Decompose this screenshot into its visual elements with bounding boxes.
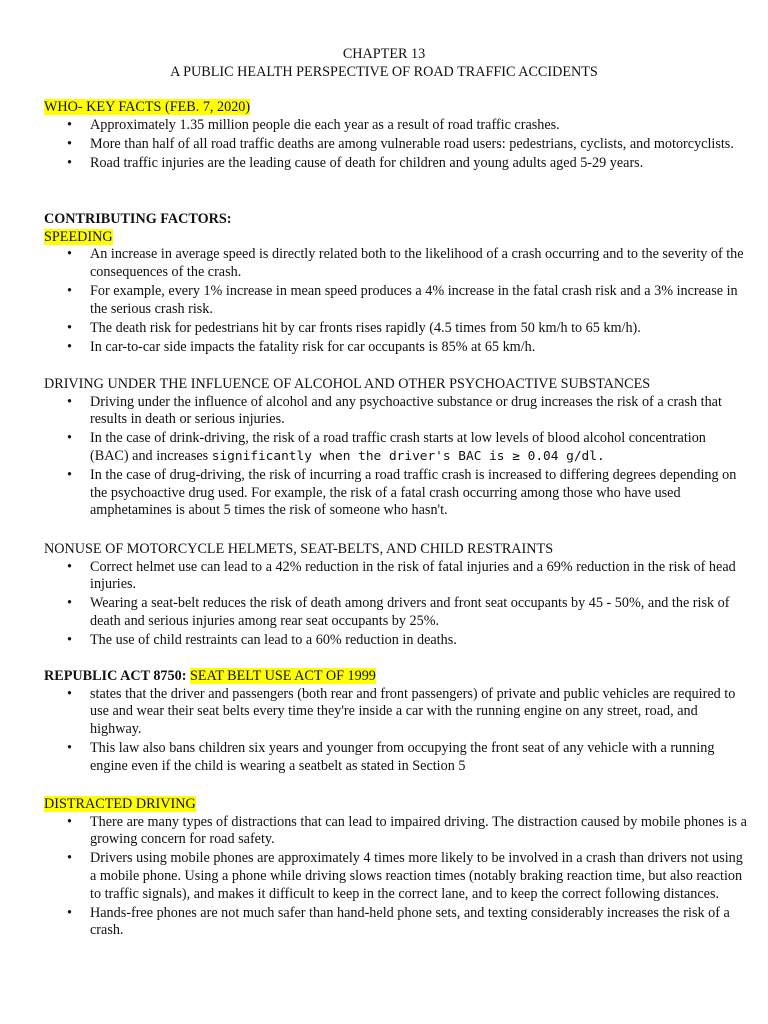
bullet-icon: •	[67, 595, 72, 612]
list-item: • This law also bans children six years and younger from occupying the front seat of any vehicle with a running engine even if the child is wearing a seatbelt as stated in Section 5	[67, 739, 715, 774]
who-key-facts-section	[44, 99, 734, 174]
speeding-list	[44, 246, 744, 356]
bullet-icon: •	[67, 154, 72, 171]
distracted-driving-section	[44, 796, 747, 942]
ra-heading: REPUBLIC ACT 8750:	[44, 668, 190, 684]
list-item: • In the case of drug-driving, the risk of incurring a road traffic crash is increased to differing degrees depending on the psychoactive drug used. For example, the risk of a fatal crash occurring among those who have used amphetamines is about 5 times the risk of someone who hasn't.	[67, 467, 737, 519]
bullet-icon: •	[67, 558, 72, 575]
helmets-heading: NONUSE OF MOTORCYCLE HELMETS, SEAT-BELTS, AND CHILD RESTRAINTS	[44, 541, 554, 557]
bullet-icon: •	[67, 319, 72, 336]
list-item: • Correct helmet use can lead to a 42% reduction in the risk of fatal injuries and a 69% reduction in the risk of head injuries.	[67, 558, 736, 593]
list-item: • The use of child restraints can lead to a 60% reduction in deaths.	[67, 632, 457, 649]
list-item: • Wearing a seat-belt reduces the risk of death among drivers and front seat occupants by 45 - 50%, and the risk of death and serious injuries among rear seat occupants by 25%.	[67, 595, 730, 629]
chapter-number: CHAPTER 13	[342, 46, 426, 62]
list-item: • Drivers using mobile phones are approximately 4 times more likely to be involved in a crash than drivers not using a mobile phone. Using a phone while driving slows reaction times (notably braking reaction time, but also reaction to traffic signals), and makes it difficult to keep in the correct lane, and to keep the correct following distances.	[67, 850, 743, 902]
list-item: • Road traffic injuries are the leading cause of death for children and young adults aged 5-29 years.	[67, 154, 644, 171]
list-item: • states that the driver and passengers (both rear and front passengers) of private and public vehicles are required to use and wear their seat belts every time they're inside a car with the running engine on any street, road, and highway.	[67, 685, 736, 737]
list-item: • More than half of all road traffic deaths are among vulnerable road users: pedestrians, cyclists, and motorcyclists.	[67, 135, 734, 152]
list-item: • The death risk for pedestrians hit by car fronts rises rapidly (4.5 times from 50 km/h to 65 km/h).	[67, 319, 641, 336]
bullet-icon: •	[67, 467, 72, 484]
bullet-icon: •	[67, 813, 72, 830]
list-item: • In the case of drink-driving, the risk of a road traffic crash starts at low levels of blood alcohol concentration (BAC) and increases significantly when the driver's BAC is ≥ 0.04 g/dl.	[67, 430, 706, 464]
who-list	[44, 116, 734, 173]
bullet-icon: •	[67, 246, 72, 263]
bullet-icon: •	[67, 904, 72, 921]
bullet-icon: •	[67, 632, 72, 649]
helmets-section	[44, 541, 736, 651]
contributing-factors-section	[44, 211, 744, 358]
list-item: • In car-to-car side impacts the fatality risk for car occupants is 85% at 65 km/h.	[67, 338, 536, 355]
who-heading: WHO- KEY FACTS (FEB. 7, 2020)	[44, 99, 251, 115]
list-item: • For example, every 1% increase in mean speed produces a 4% increase in the fatal crash risk and a 3% increase in the serious crash risk.	[67, 282, 738, 317]
bullet-icon: •	[67, 850, 72, 867]
alcohol-list	[44, 393, 737, 520]
alcohol-section	[44, 376, 737, 522]
list-item: • Hands-free phones are not much safer than hand-held phone sets, and texting considerably increases the risk of a crash.	[67, 904, 730, 939]
bullet-icon: •	[67, 685, 72, 702]
helmets-list	[44, 558, 736, 650]
distracted-list	[44, 813, 747, 940]
bullet-icon: •	[67, 430, 72, 447]
list-item: • An increase in average speed is directly related both to the likelihood of a crash occurring and to the severity of the consequences of the crash.	[67, 246, 744, 280]
bullet-icon: •	[67, 135, 72, 152]
ra-list	[44, 685, 736, 776]
ra-title-highlight: SEAT BELT USE ACT OF 1999	[189, 668, 376, 684]
list-item: • Approximately 1.35 million people die each year as a result of road traffic crashes.	[67, 116, 560, 133]
list-item: • Driving under the influence of alcohol and any psychoactive substance or drug increases the risk of a crash that results in death or serious injuries.	[67, 393, 722, 428]
alcohol-heading: DRIVING UNDER THE INFLUENCE OF ALCOHOL AND OTHER PSYCHOACTIVE SUBSTANCES	[44, 376, 651, 392]
bullet-icon: •	[67, 338, 72, 355]
contributing-heading: CONTRIBUTING FACTORS:	[44, 211, 232, 227]
bullet-icon: •	[67, 282, 72, 299]
republic-act-section	[44, 668, 736, 777]
chapter-title: A PUBLIC HEALTH PERSPECTIVE OF ROAD TRAFFIC ACCIDENTS	[170, 64, 598, 80]
bullet-icon: •	[67, 393, 72, 410]
list-item: • There are many types of distractions that can lead to impaired driving. The distraction caused by mobile phones is a growing concern for road safety.	[67, 813, 747, 848]
bullet-icon: •	[67, 116, 72, 133]
bullet-icon: •	[67, 739, 72, 756]
bac-threshold-text: significantly when the driver's BAC is ≥ 0.04 g/dl.	[211, 448, 605, 464]
speeding-heading: SPEEDING	[44, 228, 113, 245]
distracted-heading: DISTRACTED DRIVING	[44, 796, 196, 812]
